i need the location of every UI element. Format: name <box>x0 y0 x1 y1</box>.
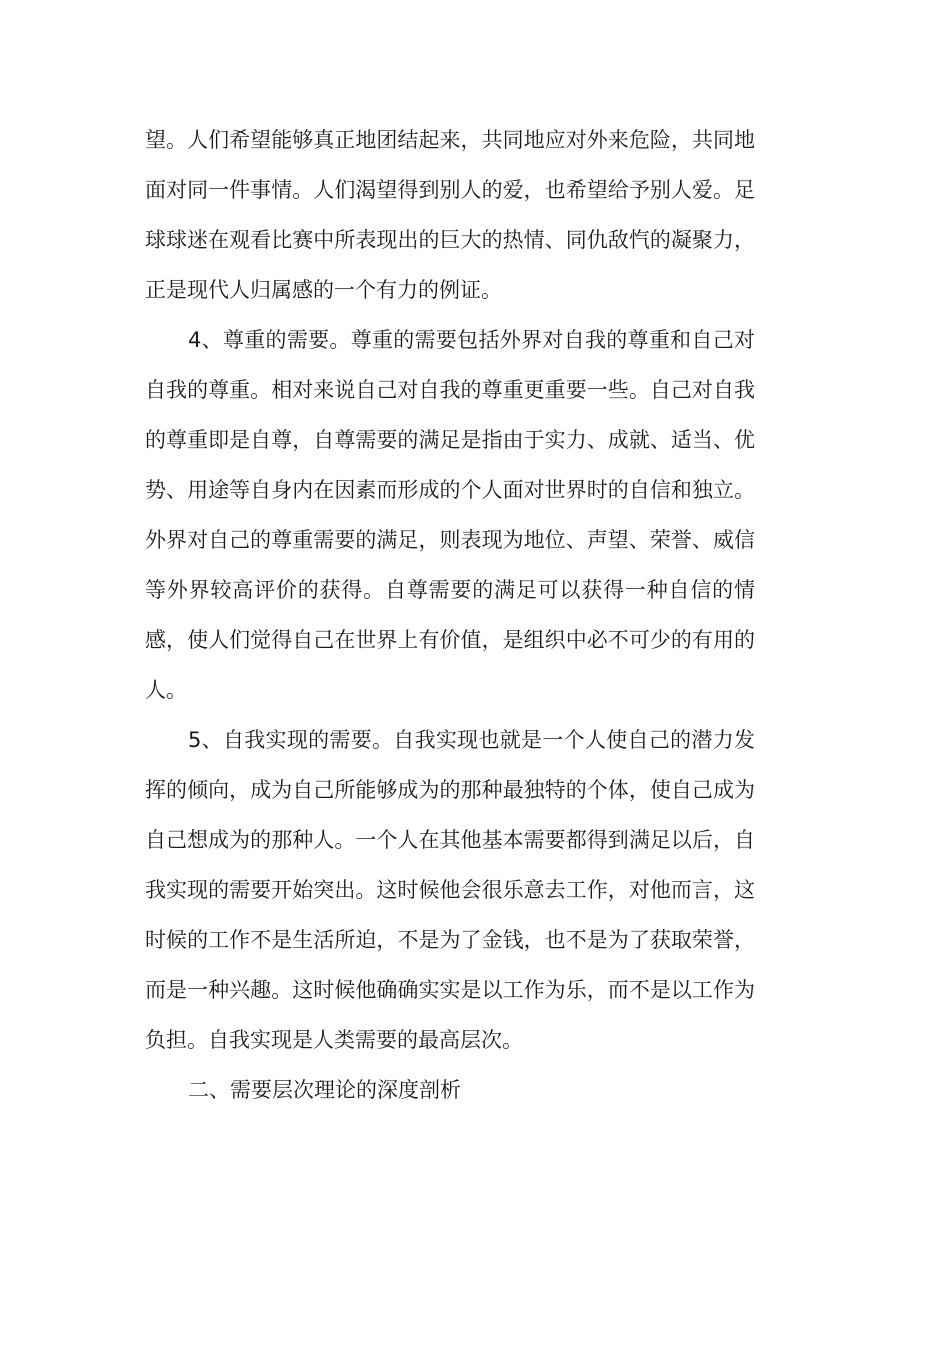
text-line: 正是现代人归属感的一个有力的例证。 <box>145 278 502 302</box>
text-line: 我实现的需要开始突出。这时候他会很乐意去工作，对他而言，这 <box>145 878 755 902</box>
paragraph-start-line: 4、尊重的需要。尊重的需要包括外界对自我的尊重和自己对 <box>188 328 755 352</box>
text-line: 挥的倾向，成为自己所能够成为的那种最独特的个体，使自己成为 <box>145 778 755 802</box>
paragraph-start-line: 5、自我实现的需要。自我实现也就是一个人使自己的潜力发 <box>188 728 755 752</box>
text-line: 而是一种兴趣。这时候他确确实实是以工作为乐，而不是以工作为 <box>145 978 755 1002</box>
text-line: 负担。自我实现是人类需要的最高层次。 <box>145 1028 523 1052</box>
text-line: 等外界较高评价的获得。自尊需要的满足可以获得一种自信的情 <box>145 578 755 602</box>
text-line: 望。人们希望能够真正地团结起来，共同地应对外来危险，共同地 <box>145 128 755 152</box>
text-line: 自己想成为的那种人。一个人在其他基本需要都得到满足以后，自 <box>145 828 755 852</box>
text-line: 面对同一件事情。人们渴望得到别人的爱，也希望给予别人爱。足 <box>145 178 755 202</box>
text-line: 外界对自己的尊重需要的满足，则表现为地位、声望、荣誉、威信 <box>145 528 755 552</box>
text-line: 球球迷在观看比赛中所表现出的巨大的热情、同仇敌忾的凝聚力， <box>145 228 755 252</box>
text-line: 人。 <box>145 678 187 702</box>
text-line: 自我的尊重。相对来说自己对自我的尊重更重要一些。自己对自我 <box>145 378 755 402</box>
text-line: 时候的工作不是生活所迫，不是为了金钱，也不是为了获取荣誉， <box>145 928 755 952</box>
text-line: 势、用途等自身内在因素而形成的个人面对世界时的自信和独立。 <box>145 478 755 502</box>
section-heading: 二、需要层次理论的深度剖析 <box>188 1078 461 1102</box>
text-line: 感，使人们觉得自己在世界上有价值，是组织中必不可少的有用的 <box>145 628 755 652</box>
text-line: 的尊重即是自尊，自尊需要的满足是指由于实力、成就、适当、优 <box>145 428 755 452</box>
